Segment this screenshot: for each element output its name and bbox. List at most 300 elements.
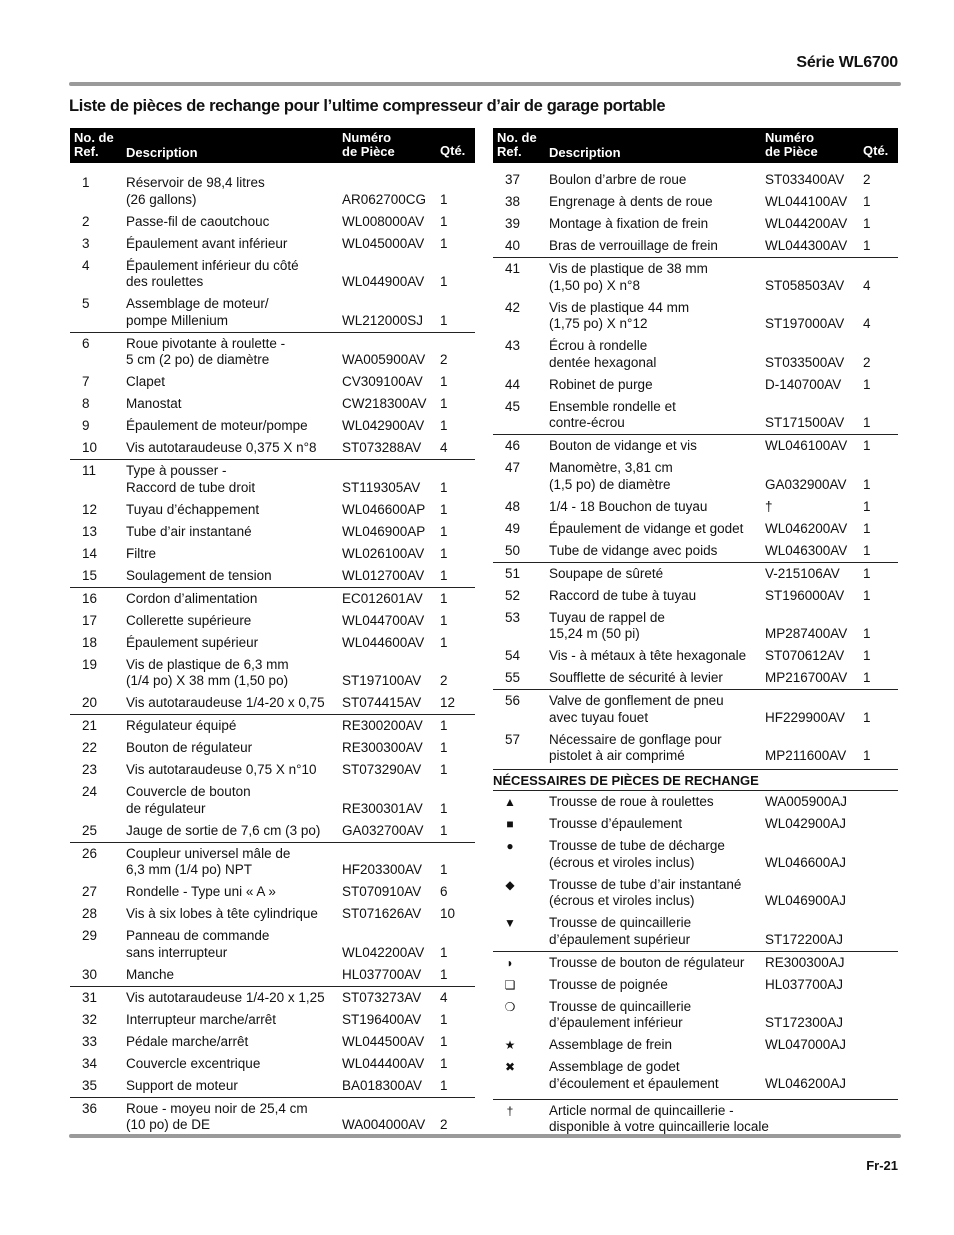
part-number: WL042200AV — [342, 944, 425, 960]
part-number: WL044100AV — [765, 194, 848, 209]
kits-section-title: NÉCESSAIRES DE PIÈCES DE RECHANGE — [493, 769, 898, 791]
description-line: Cordon d’alimentation — [126, 590, 258, 606]
part-description — [549, 693, 761, 726]
description-line: Passe-fil de caoutchouc — [126, 213, 270, 229]
description-line: Bras de verrouillage de frein — [549, 238, 718, 253]
ref-number: 27 — [82, 884, 98, 899]
part-description — [126, 718, 338, 735]
quantity: 4 — [863, 277, 871, 293]
part-description — [126, 236, 338, 253]
part-number: WL044700AV — [342, 612, 425, 628]
quantity: 12 — [440, 695, 456, 710]
quantity: 1 — [440, 545, 448, 561]
part-number: D-140700AV — [765, 376, 842, 392]
table-row — [70, 565, 475, 587]
part-number: RE300200AV — [342, 718, 423, 733]
part-number: ST058503AV — [765, 277, 845, 293]
part-description — [549, 172, 761, 189]
description-line: Tuyau d’échappement — [126, 501, 260, 517]
description-line: Bouton de vidange et vis — [549, 438, 697, 453]
description-line: Vis autotaraudeuse 1/4-20 x 0,75 — [126, 695, 325, 710]
description-line: contre-écrou — [549, 415, 625, 430]
ref-number: 54 — [505, 648, 521, 663]
kit-row — [493, 813, 898, 835]
description-line: Roue - moyeu noir de 25,4 cm — [126, 1100, 308, 1116]
part-number: ST197100AV — [342, 673, 422, 688]
table-body-left — [70, 172, 475, 1136]
part-description — [549, 261, 761, 294]
table-row — [493, 518, 898, 540]
description-line: Vis à six lobes à tête cylindrique — [126, 906, 318, 921]
ref-number: 30 — [82, 966, 98, 982]
part-description — [126, 657, 338, 690]
description-line: Tube d’air instantané — [126, 523, 252, 539]
quantity: 1 — [440, 418, 448, 433]
part-description — [549, 216, 761, 233]
quantity: 1 — [863, 626, 871, 641]
table-row — [493, 374, 898, 396]
kit-row — [493, 951, 898, 974]
quantity: 1 — [440, 235, 448, 251]
ref-number: 55 — [505, 670, 521, 685]
description-line: Réservoir de 98,4 litres — [126, 175, 265, 190]
part-description — [126, 928, 338, 961]
quantity: 1 — [440, 762, 448, 777]
quantity: 1 — [440, 634, 448, 650]
ref-number: 35 — [82, 1077, 98, 1093]
part-number: GA032900AV — [765, 476, 847, 492]
part-number: WL044600AV — [342, 634, 425, 650]
kit-row — [493, 791, 898, 813]
description-line: Collerette supérieure — [126, 612, 252, 628]
description-line: Trousse de roue à roulettes — [549, 794, 714, 809]
description-line: Rondelle - Type uni « A » — [126, 884, 276, 899]
description-line: Trousse d’épaulement — [549, 816, 683, 831]
kit-symbol: ✖ — [504, 1060, 516, 1074]
quantity: 1 — [440, 1077, 448, 1093]
ref-number: 51 — [505, 565, 521, 581]
table-row — [70, 881, 475, 903]
header-description: Description — [549, 145, 621, 160]
part-number: WL047000AJ — [765, 1037, 847, 1052]
quantity: 1 — [440, 612, 448, 628]
quantity: 1 — [440, 740, 448, 755]
description-line: (écrous et viroles inclus) — [549, 893, 695, 908]
description-line: Soulagement de tension — [126, 567, 272, 583]
table-row — [70, 781, 475, 820]
part-number: WL008000AV — [342, 213, 425, 229]
ref-number: 31 — [82, 989, 98, 1005]
ref-number: 28 — [82, 906, 98, 921]
ref-number: 12 — [82, 501, 98, 517]
part-number: CW218300AV — [342, 396, 427, 411]
ref-number: 33 — [82, 1033, 98, 1049]
table-row — [70, 1009, 475, 1031]
part-number: V-215106AV — [765, 565, 840, 581]
part-number: ST074415AV — [342, 695, 422, 710]
table-row — [493, 434, 898, 457]
quantity: 1 — [863, 587, 871, 603]
part-number: HF229900AV — [765, 709, 846, 725]
quantity: 1 — [440, 800, 448, 816]
ref-number: 40 — [505, 238, 521, 253]
ref-number: 48 — [505, 498, 521, 514]
ref-number: 43 — [505, 338, 521, 353]
table-row — [70, 332, 475, 372]
ref-number: 14 — [82, 545, 98, 561]
description-line: 5 cm (2 po) de diamètre — [126, 352, 270, 367]
kit-symbol: ● — [506, 839, 514, 853]
part-description — [126, 784, 338, 817]
ref-number: 47 — [505, 460, 521, 475]
part-description — [549, 670, 761, 687]
part-description — [126, 906, 338, 923]
part-number: ST197000AV — [765, 316, 845, 331]
part-description — [549, 977, 761, 994]
part-number: ST071626AV — [342, 906, 422, 921]
ref-number: 20 — [82, 695, 98, 710]
footnote-line: Article normal de quincaillerie - — [549, 1102, 734, 1118]
part-description — [549, 1059, 761, 1092]
ref-number: 11 — [82, 463, 97, 478]
part-description — [549, 999, 761, 1032]
description-line: Jauge de sortie de 7,6 cm (3 po) — [126, 822, 321, 838]
part-description — [126, 296, 338, 329]
ref-number: 29 — [82, 928, 98, 943]
ref-number: 17 — [82, 612, 98, 628]
part-description — [126, 1034, 338, 1051]
description-line: des roulettes — [126, 274, 204, 289]
part-description — [126, 967, 338, 984]
ref-number: 19 — [82, 656, 98, 672]
table-row — [70, 587, 475, 610]
table-row — [493, 297, 898, 336]
description-line: Assemblage de frein — [549, 1037, 673, 1052]
footnote — [493, 1099, 898, 1139]
part-description — [126, 884, 338, 901]
table-row — [70, 714, 475, 737]
ref-number: 2 — [82, 213, 90, 229]
header-part-number: Numéro de Pièce — [765, 130, 818, 159]
table-row — [70, 371, 475, 393]
quantity: 1 — [863, 498, 871, 514]
part-number: WA005900AJ — [765, 794, 848, 809]
part-description — [549, 794, 761, 811]
part-description — [126, 336, 338, 369]
part-number: WL026100AV — [342, 545, 425, 561]
description-line: Pédale marche/arrêt — [126, 1033, 249, 1049]
table-row — [70, 521, 475, 543]
table-row — [493, 645, 898, 667]
dagger-symbol: † — [506, 1103, 514, 1118]
part-number: EC012601AV — [342, 590, 423, 606]
description-line: Manche — [126, 966, 175, 982]
part-number: BA018300AV — [342, 1077, 423, 1093]
description-line: d’épaulement supérieur — [549, 931, 691, 947]
description-line: (écrous et viroles inclus) — [549, 854, 695, 870]
table-row — [70, 820, 475, 842]
part-number: HF203300AV — [342, 862, 423, 877]
part-description — [549, 732, 761, 765]
description-line: d’écoulement et épaulement — [549, 1075, 719, 1091]
part-number: † — [765, 498, 773, 514]
description-line: Ensemble rondelle et — [549, 398, 676, 414]
part-description — [126, 1101, 338, 1134]
description-line: Vis autotaraudeuse 0,375 X n°8 — [126, 440, 317, 455]
description-line: Manomètre, 3,81 cm — [549, 460, 673, 475]
quantity: 1 — [863, 520, 871, 536]
part-number: WL012700AV — [342, 567, 425, 583]
quantity: 2 — [440, 1117, 448, 1132]
quantity: 1 — [863, 709, 871, 725]
ref-number: 37 — [505, 172, 521, 187]
description-line: Manostat — [126, 396, 182, 411]
table-header — [493, 128, 898, 163]
part-number: ST172200AJ — [765, 931, 844, 947]
description-line: Engrenage à dents de roue — [549, 194, 713, 209]
ref-number: 45 — [505, 398, 521, 414]
description-line: Trousse de bouton de régulateur — [549, 954, 745, 970]
description-line: Robinet de purge — [549, 376, 653, 392]
part-number: ST073290AV — [342, 762, 422, 777]
description-line: Épaulement de moteur/pompe — [126, 418, 308, 433]
table-row — [493, 729, 898, 768]
description-line: Épaulement avant inférieur — [126, 235, 288, 251]
part-number: WL212000SJ — [342, 312, 424, 328]
description-line: Couvercle excentrique — [126, 1055, 261, 1071]
table-row — [70, 459, 475, 499]
ref-number: 10 — [82, 440, 98, 455]
part-description — [126, 1056, 338, 1073]
description-line: Soufflette de sécurité à levier — [549, 670, 723, 685]
quantity: 1 — [863, 476, 871, 492]
part-description — [126, 568, 338, 585]
table-row — [70, 1031, 475, 1053]
table-row — [70, 1053, 475, 1075]
part-number: ST171500AV — [765, 415, 845, 430]
ref-number: 8 — [82, 396, 90, 411]
part-description — [549, 521, 761, 538]
part-description — [549, 300, 761, 333]
ref-number: 52 — [505, 587, 521, 603]
quantity: 1 — [440, 213, 448, 229]
part-number: ST033500AV — [765, 354, 845, 370]
quantity: 1 — [440, 718, 448, 733]
page-number: Fr-21 — [866, 1158, 898, 1173]
part-number: WL046200AJ — [765, 1075, 847, 1091]
part-number: WL046300AV — [765, 542, 848, 558]
quantity: 1 — [440, 862, 448, 877]
description-line: Raccord de tube droit — [126, 479, 256, 495]
part-number: ST119305AV — [342, 479, 421, 495]
description-line: Boulon d’arbre de roue — [549, 172, 687, 187]
kit-row — [493, 996, 898, 1035]
quantity: 1 — [440, 1011, 448, 1027]
part-number: MP216700AV — [765, 670, 848, 685]
table-row — [70, 692, 475, 714]
part-description — [549, 955, 761, 972]
description-line: (1/4 po) X 38 mm (1,50 po) — [126, 673, 289, 688]
ref-number: 36 — [82, 1100, 98, 1116]
kit-row — [493, 1056, 898, 1095]
table-row — [70, 1075, 475, 1097]
kit-symbol: ◗ — [506, 955, 514, 970]
table-row — [493, 562, 898, 585]
part-number: WL046600AP — [342, 501, 426, 517]
description-line: 6,3 mm (1/4 po) NPT — [126, 862, 253, 877]
bottom-divider — [69, 1134, 901, 1138]
part-description — [126, 546, 338, 563]
ref-number: 53 — [505, 609, 521, 625]
part-description — [549, 377, 761, 394]
description-line: Panneau de commande — [126, 928, 270, 943]
description-line: (1,50 po) X n°8 — [549, 277, 640, 293]
ref-number: 13 — [82, 523, 98, 539]
part-description — [126, 418, 338, 435]
description-line: Roue pivotante à roulette - — [126, 335, 286, 351]
part-description — [549, 566, 761, 583]
part-description — [549, 877, 761, 910]
quantity: 1 — [440, 1033, 448, 1049]
table-row — [493, 457, 898, 496]
table-row — [493, 235, 898, 257]
part-description — [126, 635, 338, 652]
table-row — [493, 257, 898, 297]
table-row — [70, 654, 475, 693]
part-number: WL046200AV — [765, 520, 848, 536]
part-number: ST172300AJ — [765, 1015, 844, 1030]
kit-symbol: ❏ — [504, 977, 516, 992]
table-row — [70, 737, 475, 759]
ref-number: 6 — [82, 335, 90, 351]
quantity: 6 — [440, 884, 448, 899]
table-row — [493, 496, 898, 518]
table-row — [493, 667, 898, 689]
part-number: WL044400AV — [342, 1055, 425, 1071]
table-row — [493, 213, 898, 235]
table-row — [493, 689, 898, 729]
ref-number: 46 — [505, 438, 521, 453]
description-line: Tube de vidange avec poids — [549, 542, 718, 558]
table-row — [70, 986, 475, 1009]
description-line: pistolet à air comprimé — [549, 748, 685, 763]
part-description — [549, 816, 761, 833]
quantity: 2 — [863, 354, 871, 370]
description-line: Trousse de tube d’air instantané — [549, 876, 742, 892]
ref-number: 39 — [505, 216, 521, 231]
table-body-right — [493, 169, 898, 767]
description-line: Interrupteur marche/arrêt — [126, 1011, 277, 1027]
kit-row — [493, 835, 898, 874]
kit-symbol: ■ — [506, 817, 514, 831]
ref-number: 38 — [505, 194, 521, 209]
part-number: WL042900AV — [342, 418, 425, 433]
ref-number: 32 — [82, 1011, 98, 1027]
part-description — [549, 648, 761, 665]
footnote-line: disponible à votre quincaillerie locale — [549, 1119, 769, 1134]
kit-row — [493, 874, 898, 913]
part-description — [126, 1012, 338, 1029]
kit-symbol: ★ — [504, 1038, 516, 1052]
ref-number: 15 — [82, 567, 98, 583]
part-number: HL037700AJ — [765, 976, 844, 992]
part-number: RE300301AV — [342, 800, 423, 816]
part-number: RE300300AJ — [765, 954, 845, 970]
ref-number: 7 — [82, 374, 90, 389]
description-line: sans interrupteur — [126, 944, 228, 960]
kit-row — [493, 1034, 898, 1056]
ref-number: 9 — [82, 418, 90, 433]
kit-row — [493, 912, 898, 951]
parts-table-left — [70, 128, 475, 1136]
part-description — [126, 502, 338, 519]
footnote-row — [493, 1099, 898, 1139]
part-description — [126, 762, 338, 779]
quantity: 4 — [863, 316, 871, 331]
part-description — [549, 838, 761, 871]
ref-number: 24 — [82, 784, 98, 799]
part-number: WL044200AV — [765, 216, 848, 231]
table-row — [70, 610, 475, 632]
description-line: Trousse de quincaillerie — [549, 915, 692, 930]
part-number: WL045000AV — [342, 235, 425, 251]
part-description — [126, 846, 338, 879]
ref-number: 22 — [82, 740, 98, 755]
table-row — [70, 415, 475, 437]
part-number: WL044500AV — [342, 1033, 425, 1049]
part-description — [549, 338, 761, 371]
part-number: WL044300AV — [765, 238, 848, 253]
description-line: (10 po) de DE — [126, 1117, 211, 1132]
description-line: Bouton de régulateur — [126, 740, 253, 755]
part-number: WA005900AV — [342, 352, 426, 367]
part-number: HL037700AV — [342, 966, 422, 982]
description-line: dentée hexagonal — [549, 354, 657, 370]
quantity: 1 — [440, 191, 448, 207]
quantity: 1 — [440, 944, 448, 960]
quantity: 2 — [440, 673, 448, 688]
description-line: Support de moteur — [126, 1077, 238, 1093]
description-line: Vis de plastique 44 mm — [549, 299, 690, 315]
part-number: ST033400AV — [765, 172, 845, 187]
description-line: Clapet — [126, 374, 166, 389]
part-description — [126, 374, 338, 391]
part-description — [126, 440, 338, 457]
description-line: Tuyau de rappel de — [549, 609, 665, 625]
description-line: Régulateur équipé — [126, 718, 237, 733]
part-number: ST196400AV — [342, 1011, 422, 1027]
parts-table-right — [493, 128, 898, 1138]
description-line: (26 gallons) — [126, 191, 197, 207]
table-row — [70, 393, 475, 415]
quantity: 1 — [440, 479, 448, 495]
table-row — [70, 543, 475, 565]
description-line: (1,5 po) de diamètre — [549, 476, 671, 492]
kit-symbol: ❍ — [504, 999, 516, 1014]
quantity: 1 — [863, 216, 871, 231]
part-description — [126, 214, 338, 231]
part-number: ST196000AV — [765, 587, 845, 603]
part-description — [126, 613, 338, 630]
part-number: MP211600AV — [765, 748, 847, 763]
header-qty: Qté. — [440, 143, 466, 158]
ref-number: 42 — [505, 299, 521, 315]
quantity: 1 — [440, 1055, 448, 1071]
part-description — [549, 543, 761, 560]
description-line: Raccord de tube à tuyau — [549, 587, 697, 603]
table-row — [493, 335, 898, 374]
quantity: 1 — [440, 274, 448, 289]
